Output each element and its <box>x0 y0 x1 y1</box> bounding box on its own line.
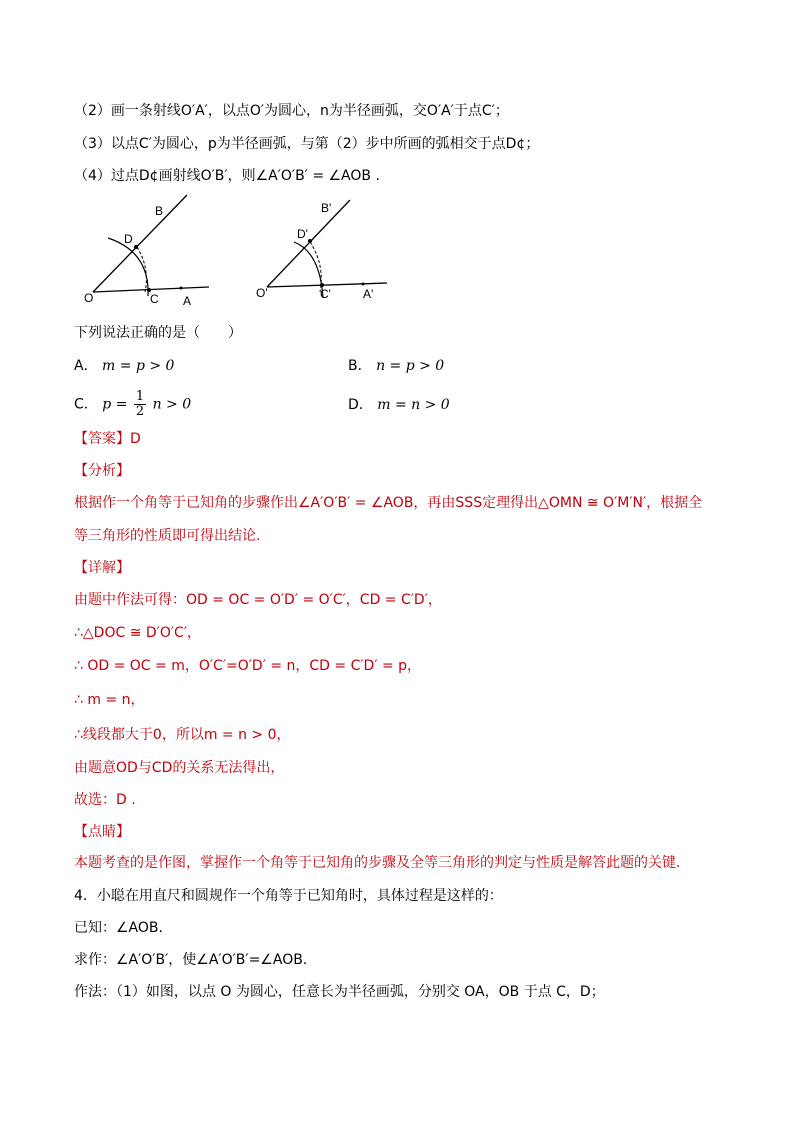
detail-line-7: 故选：D . <box>74 792 136 808</box>
step-3: （3）以点C′为圆心，p为半径画弧，与第（2）步中所画的弧相交于点D¢； <box>74 136 540 152</box>
label-C: C <box>150 292 159 306</box>
option-d-expr: m = n > 0 <box>377 397 450 413</box>
option-a <box>74 356 174 376</box>
label-C-prime: C' <box>320 287 331 301</box>
label-B-prime: B' <box>321 201 332 215</box>
option-c-fraction <box>134 390 146 419</box>
q4-method: 作法：（1）如图，以点 O 为圆心，任意长为半径画弧，分别交 OA，OB 于点 C，D； <box>74 984 605 1000</box>
detail-line-5: ∴线段都大于0，所以m = n > 0， <box>74 727 291 743</box>
option-c-pre: p = <box>102 396 128 413</box>
q4-intro: 4．小聪在用直尺和圆规作一个角等于已知角时，具体过程是这样的： <box>74 888 503 904</box>
analysis-label: 【分析】 <box>74 463 130 479</box>
fraction-denominator: 2 <box>135 404 145 419</box>
answer-line <box>74 429 141 449</box>
analysis-line-1: 根据作一个角等于已知角的步骤作出∠A′O′B′ = ∠AOB，再由SSS定理得出△OMN ≅ O′M′N′，根据全 <box>74 495 703 511</box>
step-4: （4）过点D¢画射线O′B′，则∠A′O′B′ = ∠AOB . <box>74 168 380 184</box>
comment-label: 【点睛】 <box>74 824 130 840</box>
detail-line-6: 由题意OD与CD的关系无法得出， <box>74 760 285 776</box>
detail-line-4: ∴ m = n， <box>74 692 145 708</box>
option-b <box>348 356 444 376</box>
option-c-post: n > 0 <box>152 396 192 413</box>
detail-line-3: ∴ OD = OC = m，O′C′=O′D′ = n，CD = C′D′ = p， <box>74 658 422 674</box>
comment-text: 本题考查的是作图，掌握作一个角等于已知角的步骤及全等三角形的判定与性质是解答此题的关键. <box>74 855 681 871</box>
answer-value: D <box>130 431 141 447</box>
detail-line-2: ∴△DOC ≅ D′O′C′， <box>74 625 201 641</box>
left-angle-figure <box>84 195 209 308</box>
detail-line-1: 由题中作法可得：OD = OC = O′D′ = O′C′，CD = C′D′， <box>74 592 442 608</box>
q4-find: 求作：∠A′O′B′，使∠A′O′B′=∠AOB. <box>74 952 308 968</box>
question-prompt: 下列说法正确的是（ ） <box>74 325 242 341</box>
label-A: A <box>183 294 192 308</box>
option-b-expr: n = p > 0 <box>376 358 445 374</box>
option-b-letter: B． <box>348 358 372 374</box>
option-d-letter: D． <box>348 397 373 413</box>
option-a-letter: A． <box>74 358 98 374</box>
option-d <box>348 395 450 415</box>
label-D: D <box>124 232 133 246</box>
label-B: B <box>155 204 164 218</box>
option-a-expr: m = p > 0 <box>102 358 175 374</box>
right-angle-figure <box>256 200 387 301</box>
option-c-letter: C． <box>74 396 98 413</box>
label-D-prime: D' <box>297 227 308 241</box>
option-c <box>74 390 191 419</box>
answer-label: 【答案】 <box>74 431 130 447</box>
detail-label: 【详解】 <box>74 560 130 576</box>
label-A-prime: A' <box>363 287 374 301</box>
q4-given: 已知：∠AOB. <box>74 920 163 936</box>
step-2: （2）画一条射线O′A′，以点O′为圆心，n为半径画弧，交O′A′于点C′； <box>74 103 509 119</box>
label-O-prime: O' <box>256 286 268 300</box>
fraction-numerator: 1 <box>135 389 145 404</box>
label-O: O <box>84 291 94 305</box>
analysis-line-2: 等三角形的性质即可得出结论. <box>74 528 261 544</box>
construction-figure <box>0 185 794 315</box>
